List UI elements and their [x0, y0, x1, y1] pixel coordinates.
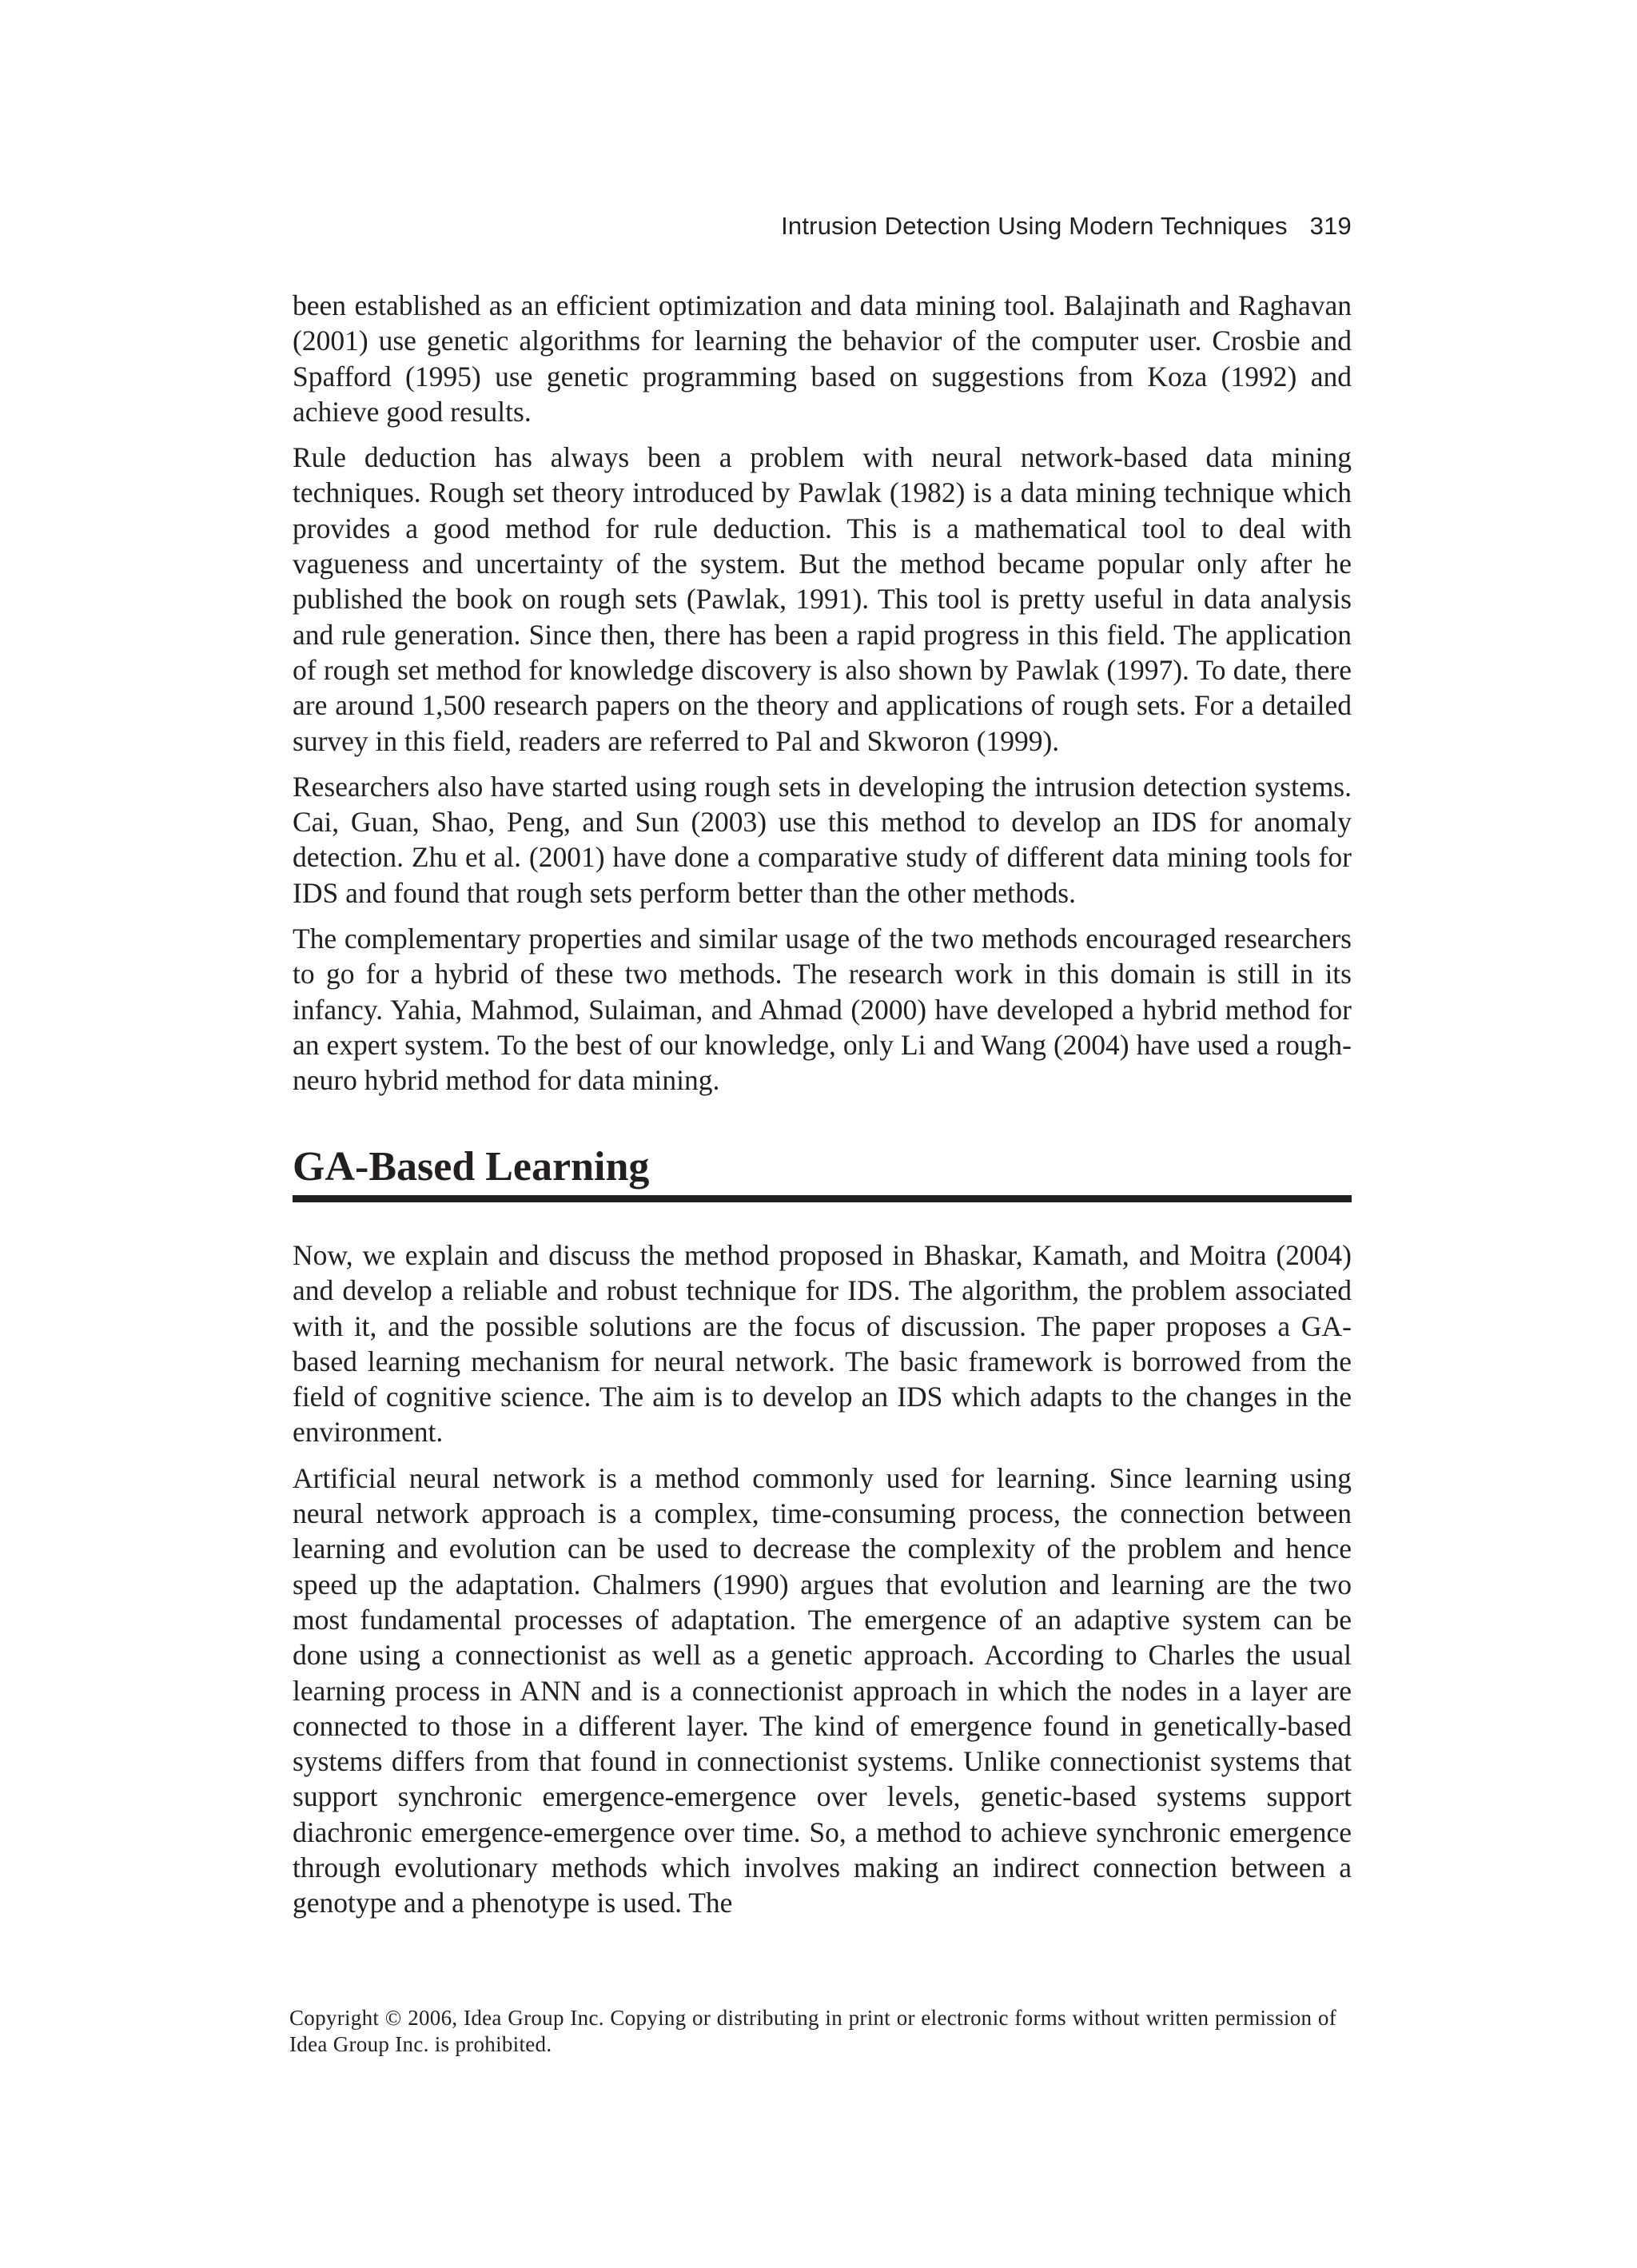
- section-heading: GA-Based Learning: [293, 1141, 1352, 1202]
- body-text-top: [293, 288, 1352, 1109]
- paragraph: The complementary properties and similar usage of the two methods encouraged researchers to go for a hybrid of these two methods. The research work in this domain is still in its infancy. Yahia, Mahmod, Sulaiman, and Ahmad (2000) have developed a hybrid method for an expert system. To the best of our knowledge, only Li and Wang (2004) have used a rough-neuro hybrid method for data mining.: [293, 923, 1352, 1097]
- page-number: 319: [1309, 212, 1352, 240]
- paragraph: been established as an efficient optimization and data mining tool. Balajinath and Raghavan (2001) use genetic algorithms for learning the behavior of the computer user. Crosbie and Spafford (1995) use genetic programming based on suggestions from Koza (1992) and achieve good results.: [293, 289, 1352, 428]
- running-header: [293, 206, 1352, 246]
- paragraph: Now, we explain and discuss the method proposed in Bhaskar, Kamath, and Moitra (2004) and develop a reliable and robust technique for IDS. The algorithm, the problem associated with it, and the possible solutions are the focus of discussion. The paper proposes a GA-based learning mechanism for neural network. The basic framework is borrowed from the field of cognitive science. The aim is to develop an IDS which adapts to the changes in the environment.: [293, 1239, 1352, 1449]
- body-text-section: [293, 1238, 1352, 1931]
- paragraph: Researchers also have started using rough sets in developing the intrusion detection systems. Cai, Guan, Shao, Peng, and Sun (2003) use this method to develop an IDS for anomaly detection. Zhu et al. (2001) have done a comparative study of different data mining tools for IDS and found that rough sets perform better than the other methods.: [293, 770, 1352, 909]
- running-title: Intrusion Detection Using Modern Techniques: [781, 212, 1288, 240]
- paragraph: Rule deduction has always been a problem with neural network-based data mining techniques. Rough set theory introduced by Pawlak (1982) is a data mining technique which provides a good method for rule deduction. This is a mathematical tool to deal with vagueness and uncertainty of the system. But the method became popular only after he published the book on rough sets (Pawlak, 1991). This tool is pretty useful in data analysis and rule generation. Since then, there has been a rapid progress in this field. The application of rough set method for knowledge discovery is also shown by Pawlak (1997). To date, there are around 1,500 research papers on the theory and applications of rough sets. For a detailed survey in this field, readers are referred to Pal and Skworon (1999).: [293, 441, 1352, 757]
- paragraph: Artificial neural network is a method commonly used for learning. Since learning using neural network approach is a complex, time-consuming process, the connection between learning and evolution can be used to decrease the complexity of the problem and hence speed up the adaptation. Chalmers (1990) argues that evolution and learning are the two most fundamental processes of adaptation. The emergence of an adaptive system can be done using a connectionist as well as a genetic approach. According to Charles the usual learning process in ANN and is a connectionist approach in which the nodes in a layer are connected to those in a different layer. The kind of emergence found in genetically-based systems differs from that found in connectionist systems. Unlike connectionist systems that support synchronic emergence-emergence over levels, genetic-based systems support diachronic emergence-emergence over time. So, a method to achieve synchronic emergence through evolutionary methods which involves making an indirect connection between a genotype and a phenotype is used. The: [293, 1461, 1352, 1919]
- copyright-notice: Copyright © 2006, Idea Group Inc. Copying or distributing in print or electronic forms without written permission of Idea Group Inc. is prohibited.: [289, 2006, 1336, 2056]
